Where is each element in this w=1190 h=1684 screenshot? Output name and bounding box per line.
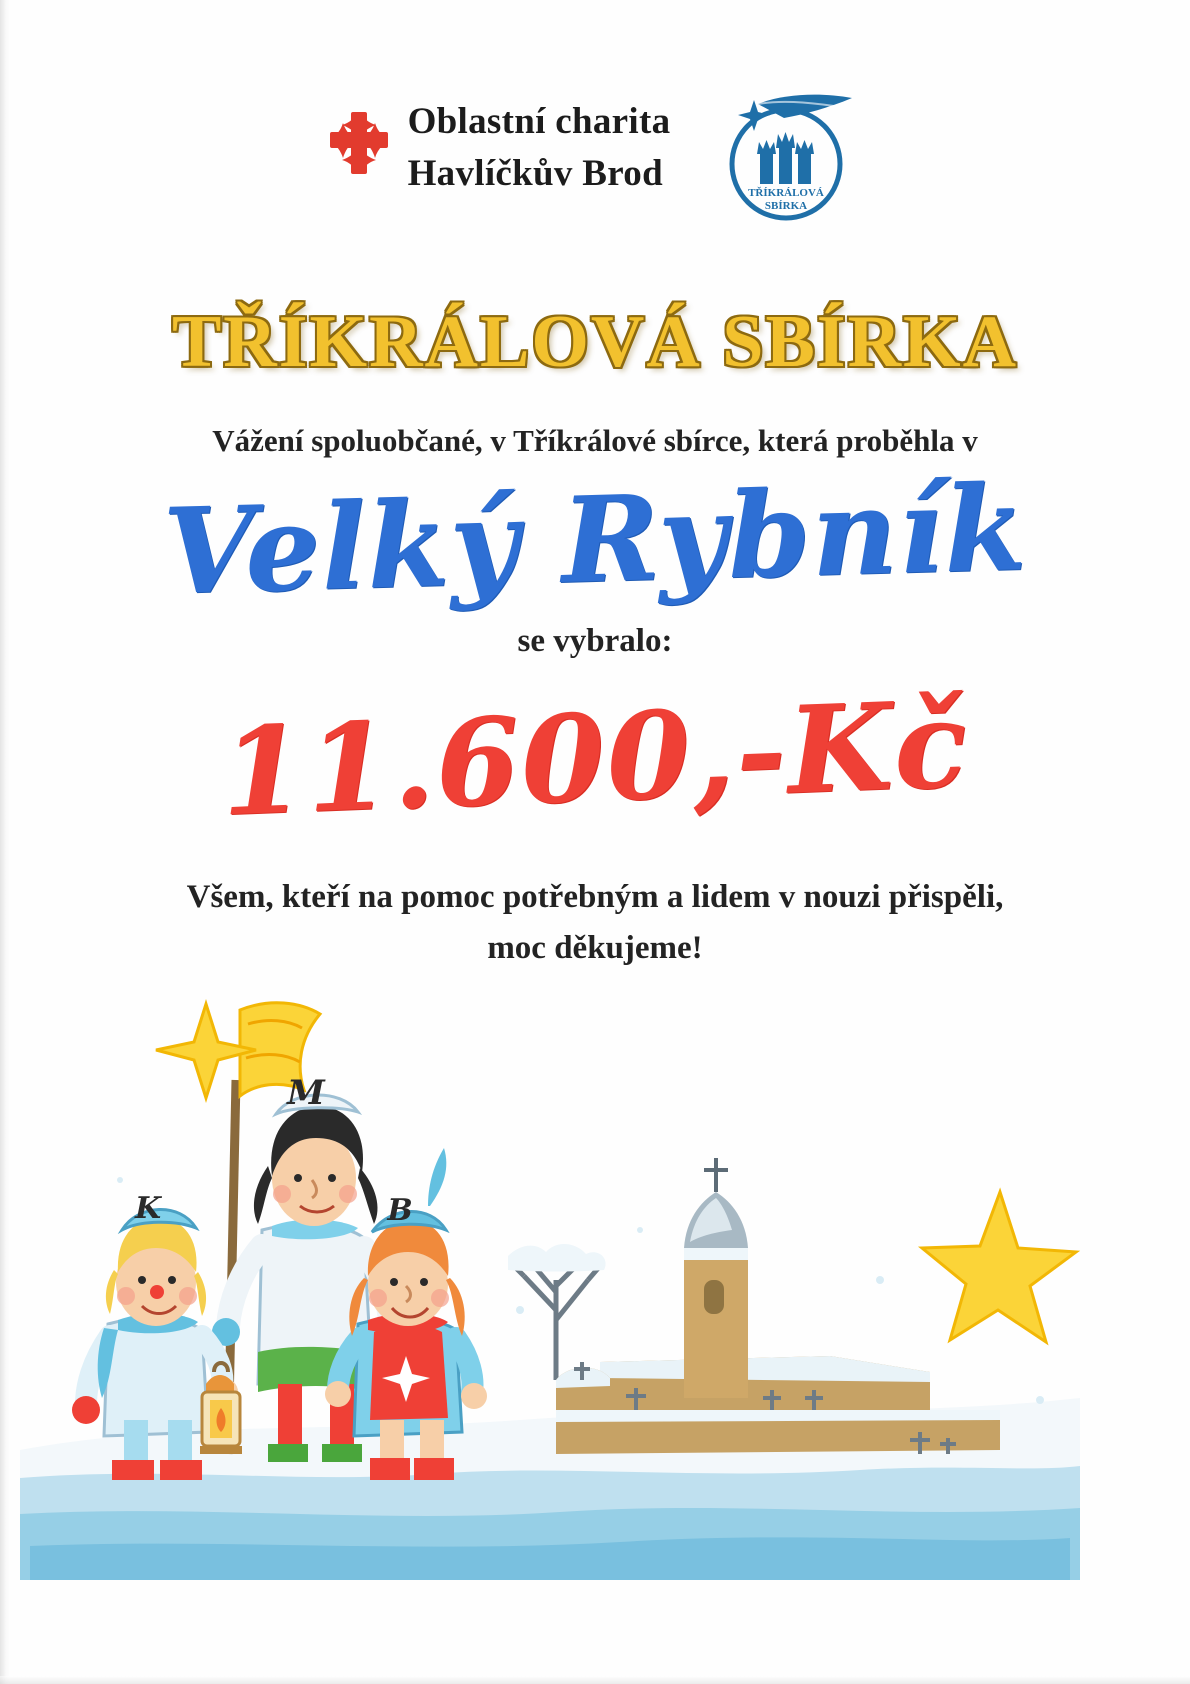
charity-cross-icon: [328, 110, 390, 176]
three-kings-crowns-icon: [702, 92, 862, 227]
organization-name-line1: Oblastní charita: [407, 101, 671, 142]
page-title: TŘÍKRÁLOVÁ SBÍRKA: [171, 301, 1019, 383]
collected-amount-handwritten: 11.600,-Kč: [218, 673, 972, 844]
logo-text-line1: TŘÍKRÁLOVÁ: [748, 187, 825, 199]
poster-header: [0, 92, 1190, 227]
king-initial-k: K: [134, 1191, 162, 1226]
three-kings-winter-scene-illustration: [0, 980, 1190, 1600]
thanks-line1: Všem, kteří na pomoc potřebným a lidem v nouzi přispěli,: [186, 879, 1004, 915]
scan-edge-bottom: [0, 1676, 1190, 1684]
thanks-line2: moc děkujeme!: [487, 930, 703, 967]
logo-text-line2: SBÍRKA: [765, 200, 808, 212]
tree-snow: [508, 1244, 606, 1272]
king-initial-b: B: [387, 1193, 413, 1228]
yellow-star-icon: [922, 1192, 1076, 1342]
organization-name: [408, 92, 671, 195]
king-initial-m: M: [287, 1073, 325, 1113]
collected-label: se vybralo:: [517, 623, 673, 659]
thanks-text: [0, 872, 1190, 974]
organization-name-line2: Havlíčkův Brod: [407, 152, 663, 194]
lantern-icon: [200, 1363, 242, 1454]
place-name-handwritten: Velký Rybník: [161, 457, 1029, 622]
intro-text: Vážení spoluobčané, v Tříkrálové sbírce, která proběhla v: [212, 423, 978, 458]
bare-tree-icon: [512, 1262, 600, 1380]
